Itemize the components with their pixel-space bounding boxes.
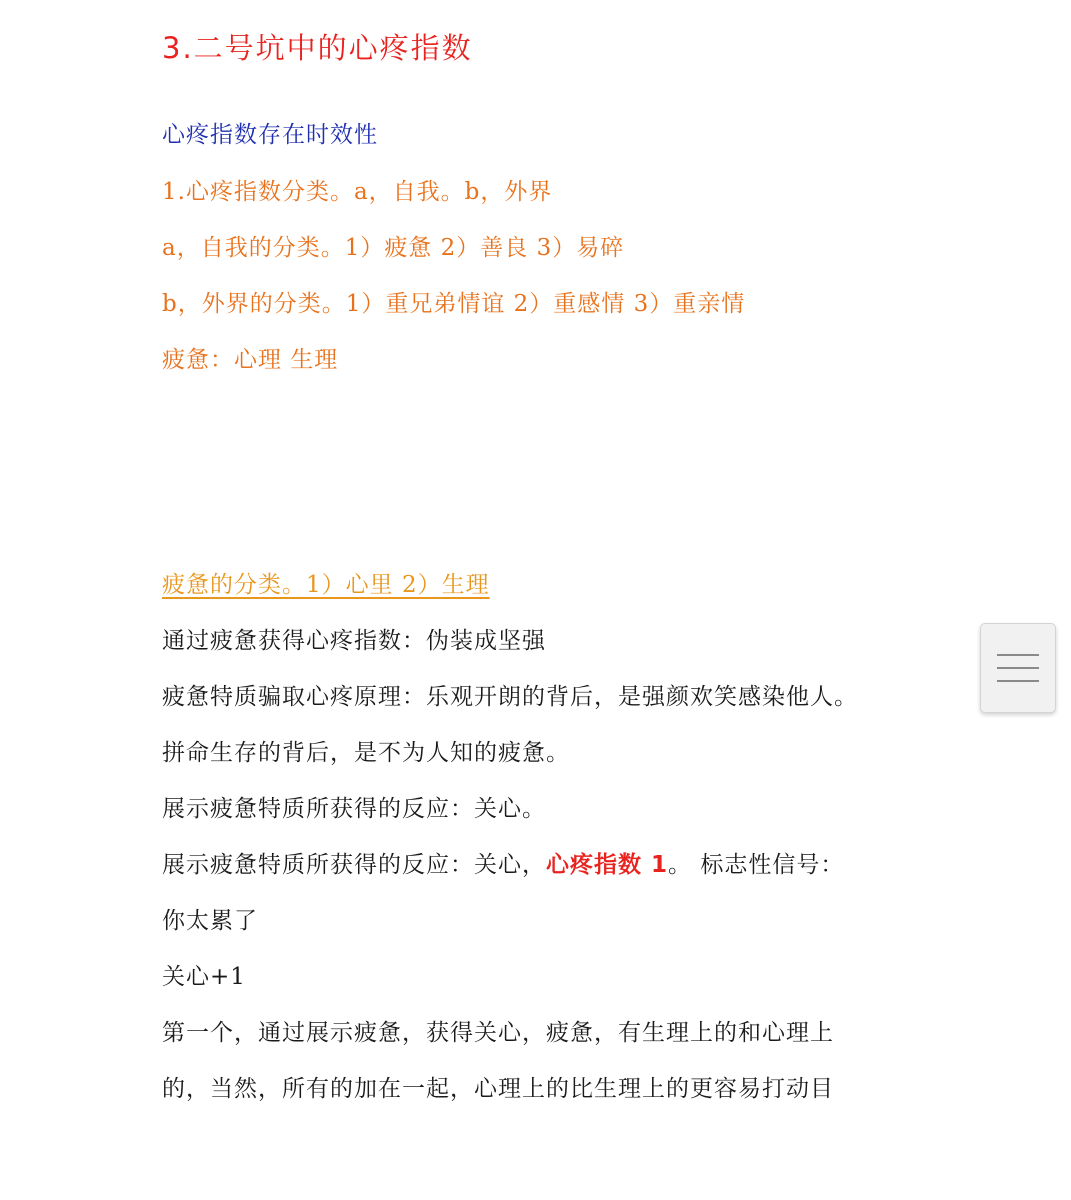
body-line-3: 拼命生存的背后，是不为人知的疲惫。 xyxy=(162,740,570,766)
hamburger-menu-icon xyxy=(997,654,1039,656)
body-line-9: 的，当然，所有的加在一起，心理上的比生理上的更容易打动目 xyxy=(162,1076,834,1102)
fatigue-classification-line: 疲惫的分类。1）心里 2）生理 xyxy=(162,572,490,598)
category-line-2: a，自我的分类。1）疲惫 2）善良 3）易碎 xyxy=(162,235,625,261)
category-line-3: b，外界的分类。1）重兄弟情谊 2）重感情 3）重亲情 xyxy=(162,291,746,317)
category-line-1: 1.心疼指数分类。a，自我。b，外界 xyxy=(162,179,553,205)
body-line-2: 疲惫特质骗取心疼原理：乐观开朗的背后，是强颜欢笑感染他人。 xyxy=(162,684,858,710)
body-line-5 xyxy=(162,846,844,879)
hamburger-menu-icon-bar-2 xyxy=(997,667,1039,669)
heart-index-emphasis: 心疼指数 1 xyxy=(546,852,669,878)
hamburger-menu-icon-bar-3 xyxy=(997,680,1039,682)
body-line-4: 展示疲惫特质所获得的反应：关心。 xyxy=(162,796,546,822)
category-line-4: 疲惫：心理 生理 xyxy=(162,347,339,373)
subheading: 心疼指数存在时效性 xyxy=(162,122,378,148)
body-line-5-before: 展示疲惫特质所获得的反应：关心， xyxy=(162,852,546,878)
hamburger-menu-button[interactable] xyxy=(980,623,1056,713)
body-line-8: 第一个，通过展示疲惫，获得关心，疲惫，有生理上的和心理上 xyxy=(162,1020,834,1046)
body-line-6: 你太累了 xyxy=(162,908,258,934)
body-line-1: 通过疲惫获得心疼指数：伪装成坚强 xyxy=(162,628,546,654)
body-line-5-after: 。 标志性信号： xyxy=(668,852,845,878)
body-line-7: 关心+1 xyxy=(162,964,246,990)
section-heading: 3.二号坑中的心疼指数 xyxy=(162,31,473,65)
